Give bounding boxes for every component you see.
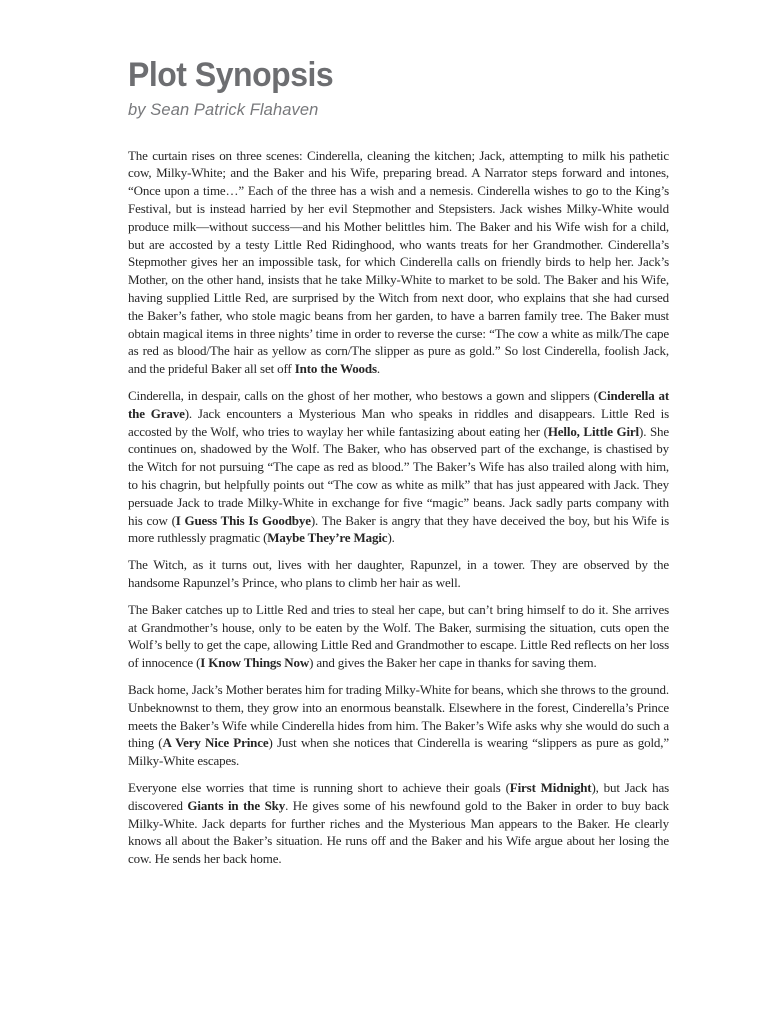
text-segment: Cinderella, in despair, calls on the ghost of her mother, who bestows a gown and slippers ( <box>128 388 598 404</box>
text-segment: ). <box>387 530 395 546</box>
song-title: A Very Nice Prince <box>162 735 269 751</box>
paragraph <box>128 601 669 672</box>
paragraph <box>128 779 669 868</box>
song-title: Giants in the Sky <box>187 797 286 813</box>
paragraph <box>128 147 669 378</box>
song-title: I Know Things Now <box>200 655 310 671</box>
paragraph <box>128 681 669 770</box>
song-title: Cinderella at the Grave <box>128 388 670 421</box>
text-segment: The Witch, as it turns out, lives with her daughter, Rapunzel, in a tower. They are observed by the handsome Rapunzel’s Prince, who plans to climb her hair as well. <box>128 557 669 591</box>
text-segment: ) and gives the Baker her cape in thanks for saving them. <box>309 655 597 671</box>
text-segment: The Baker catches up to Little Red and tries to steal her cape, but can’t bring himself to do it. She arrives at Grandmother’s house, only to be eaten by the Wolf. The Baker, surmising the situation, cuts open the Wolf’s belly to get the cape, allowing Little Red and Grandmother to escape. Little Red reflects on her loss of innocence ( <box>128 601 669 671</box>
text-segment: ). She continues on, shadowed by the Wolf. The Baker, who has observed part of the exchange, is chastised by the Witch for not pursuing “The cape as red as blood.” The Baker’s Wife has also trailed along with him, to his chagrin, but helpfully points out “The cow as white as milk” that has just appeared with Jack. They persuade Jack to trade Milky-White in exchange for five “magic” beans. Jack sadly parts company with his cow ( <box>128 423 669 528</box>
song-title: First Midnight <box>509 779 592 795</box>
song-title: Into the Woods <box>294 361 377 377</box>
paragraph <box>128 387 669 547</box>
text-segment: ). Jack encounters a Mysterious Man who speaks in riddles and disappears. Little Red is accosted by the Wolf, who tries to waylay her while fantasizing about eating her ( <box>128 405 669 439</box>
text-segment: . He gives some of his newfound gold to the Baker in order to buy back Milky-White. Jack departs for further riches and the Mysterious Man appears to the Baker. He clearly knows all about the Baker’s situation. He runs off and the Baker and his Wife argue about her losing the cow. He sends her back home. <box>128 797 669 867</box>
text-segment: . <box>376 361 380 377</box>
synopsis-body <box>128 147 669 868</box>
song-title: Maybe They’re Magic <box>267 530 388 546</box>
song-title: I Guess This Is Goodbye <box>175 512 311 528</box>
text-segment: The curtain rises on three scenes: Cinderella, cleaning the kitchen; Jack, attempting to milk his pathetic cow, Milky-White; and the Baker and his Wife, preparing bread. A Narrator steps forward and intones, “Once upon a time…” Each of the three has a wish and a nemesis. Cinderella wishes to go to the King’s Festival, but is instead harried by her evil Stepmother and Stepsisters. Jack wishes Milky-White would produce milk—without success—and his Mother belittles him. The Baker and his Wife wish for a child, but are accosted by a testy Little Red Ridinghood, who wants treats for her Grandmother. Cinderella’s Stepmother gives her an impossible task, for which Cinderella calls on friendly birds to help her. Jack’s Mother, on the other hand, insists that he take Milky-White to market to be sold. The Baker and his Wife, having supplied Little Red, are surprised by the Witch from next door, who explains that she had cursed the Baker’s father, who stole magic beans from her garden, to have a barren family tree. The Baker must obtain magical items in three nights’ time in order to reverse the curse: “The cow a white as milk/The cape as red as blood/The hair as yellow as corn/The slipper as pure as gold.” So lost Cinderella, foolish Jack, and the prideful Baker all set off <box>128 147 669 377</box>
text-segment: Back home, Jack’s Mother berates him for trading Milky-White for beans, which she throws to the ground. Unbeknownst to them, they grow into an enormous beanstalk. Elsewhere in the forest, Cinderella’s Prince meets the Baker’s Wife while Cinderella hides from him. The Baker’s Wife asks why she would do such a thing ( <box>128 682 669 751</box>
text-segment: Everyone else worries that time is running short to achieve their goals ( <box>128 779 510 795</box>
byline: by Sean Patrick Flahaven <box>128 100 319 119</box>
paragraph <box>128 556 669 592</box>
text-segment: ) Just when she notices that Cinderella is wearing “slippers as pure as gold,” Milky-White escapes. <box>128 735 670 769</box>
page-title: Plot Synopsis <box>128 56 334 94</box>
page-content <box>128 58 669 868</box>
text-segment: ). The Baker is angry that they have deceived the boy, but his Wife is more ruthlessly pragmatic ( <box>128 512 669 546</box>
song-title: Hello, Little Girl <box>547 423 640 439</box>
text-segment: ), but Jack has discovered <box>128 779 670 813</box>
